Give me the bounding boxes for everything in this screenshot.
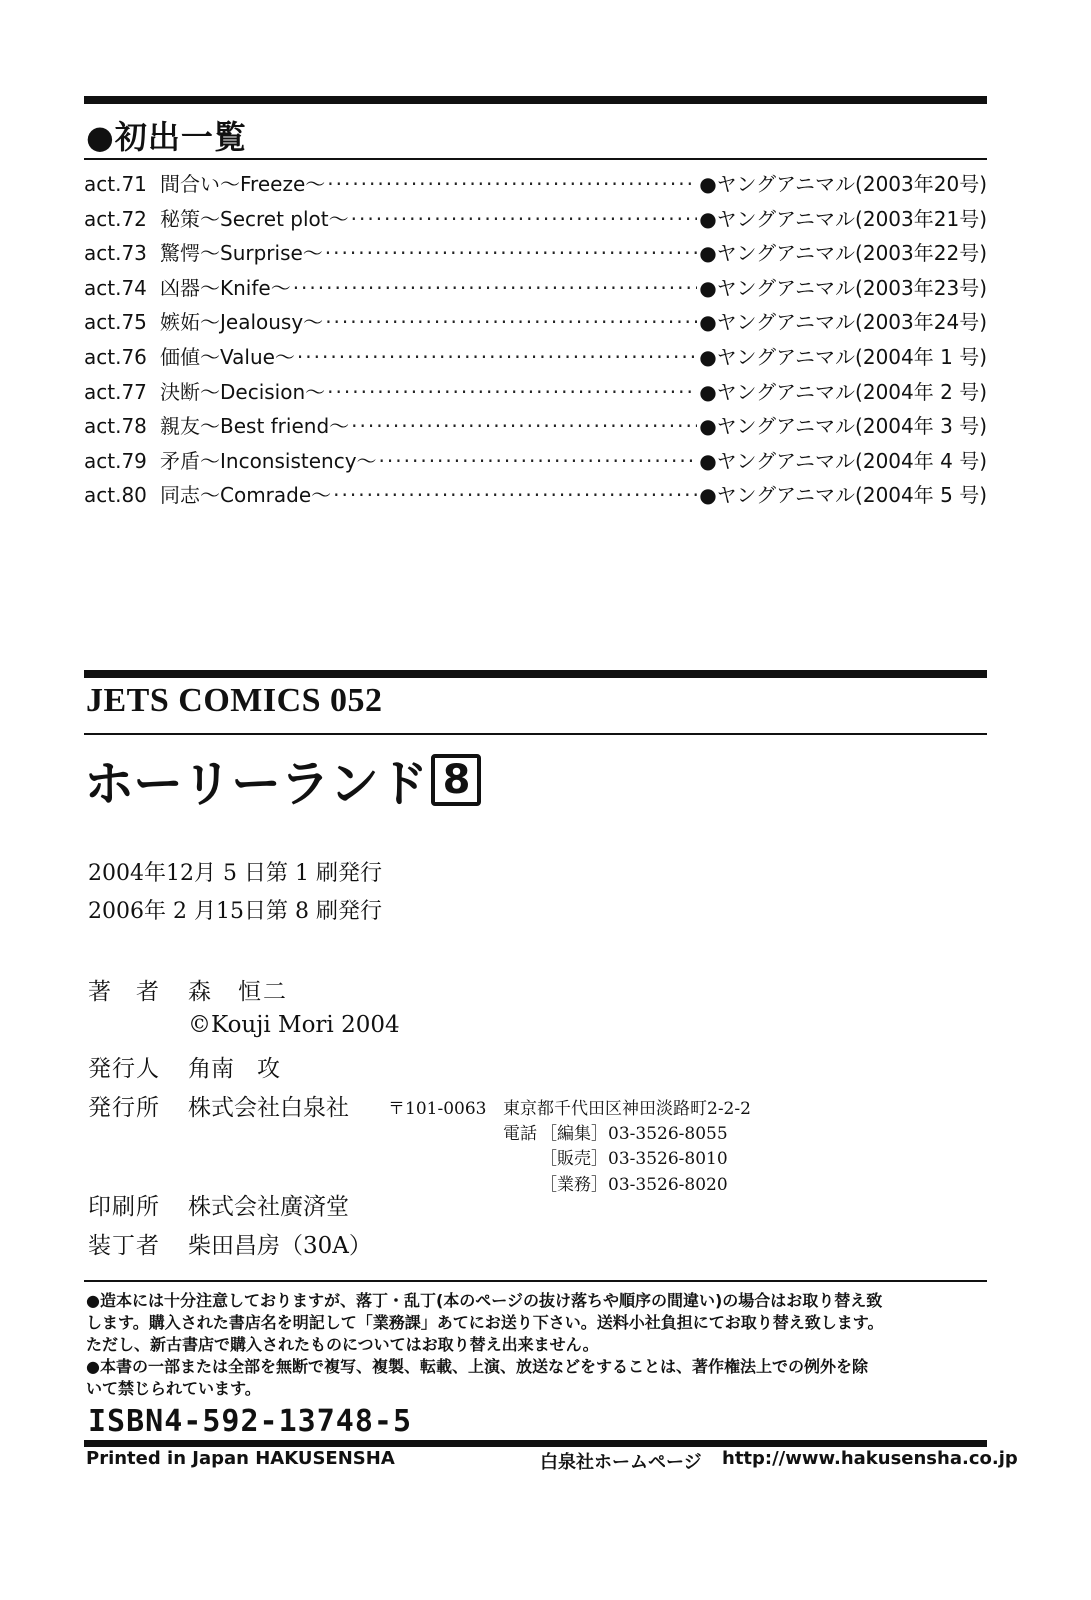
leader-dots [297, 345, 697, 369]
leader-dots [293, 276, 697, 300]
list-item [84, 306, 987, 341]
act-number: act.76 [84, 344, 147, 369]
publisher-name: 株式会社白泉社 [188, 1095, 349, 1121]
act-number: act.75 [84, 310, 147, 335]
act-title: 決断〜Decision〜 [160, 379, 326, 404]
act-source: ●ヤングアニマル(2004年 1 号) [699, 344, 987, 369]
designer-label: 装丁者 [88, 1233, 160, 1259]
act-title: 価値〜Value〜 [160, 344, 295, 369]
author-label: 著 者 [88, 979, 160, 1005]
act-title: 秘策〜Secret plot〜 [160, 206, 349, 231]
notes-rule [84, 1280, 987, 1282]
print-date-latest: 2006年 2 月15日第 8 刷発行 [88, 899, 382, 924]
publisher-label: 発行所 [88, 1095, 160, 1121]
series-rule [84, 733, 987, 735]
phone-editorial: ［編集］03-3526-8055 [540, 1124, 728, 1144]
list-item [84, 410, 987, 445]
act-source: ●ヤングアニマル(2004年 2 号) [699, 379, 987, 404]
leader-dots [325, 241, 697, 265]
list-item [84, 479, 987, 514]
author-name: 森 恒二 [188, 979, 288, 1005]
series-label: JETS COMICS 052 [86, 682, 383, 719]
act-title: 親友〜Best friend〜 [160, 414, 350, 439]
homepage-label: 白泉社ホームページ [540, 1452, 702, 1473]
act-source: ●ヤングアニマル(2003年24号) [699, 310, 987, 335]
legal-notes [86, 1290, 991, 1400]
leader-dots [379, 449, 698, 473]
act-title: 凶器〜Knife〜 [160, 275, 291, 300]
leader-dots [327, 172, 697, 196]
list-item [84, 168, 987, 203]
leader-dots [327, 380, 697, 404]
leader-dots [333, 483, 697, 507]
act-number: act.80 [84, 483, 147, 508]
act-title: 矛盾〜Inconsistency〜 [160, 448, 377, 473]
act-title: 驚愕〜Surprise〜 [160, 241, 323, 266]
act-title: 嫉妬〜Jealousy〜 [160, 310, 324, 335]
act-number: act.79 [84, 448, 147, 473]
heading-rule [84, 158, 987, 160]
designer-name: 柴田昌房（30A） [188, 1233, 372, 1259]
first-appearance-heading: ●初出一覧 [86, 118, 247, 156]
isbn-code: ISBN4-592-13748-5 [88, 1404, 413, 1439]
postal-code: 〒101-0063 [388, 1099, 487, 1119]
note-line: ●造本には十分注意しておりますが、落丁・乱丁(本のページの抜け落ちや順序の間違い)の場合はお取り替え致 [86, 1291, 883, 1310]
note-line: ●本書の一部または全部を無断で複写、複製、転載、上演、放送などをすることは、著作権法上での例外を除 [86, 1357, 868, 1376]
act-source: ●ヤングアニマル(2003年20号) [699, 172, 987, 196]
publisher-person-label: 発行人 [88, 1056, 160, 1082]
top-rule [84, 96, 987, 104]
list-item [84, 237, 987, 272]
homepage-url[interactable]: http://www.hakusensha.co.jp [722, 1448, 1018, 1469]
list-item [84, 341, 987, 376]
act-number: act.71 [84, 172, 147, 196]
printer-label: 印刷所 [88, 1194, 160, 1220]
act-source: ●ヤングアニマル(2003年23号) [699, 275, 987, 300]
phone-sales: ［販売］03-3526-8010 [540, 1149, 728, 1169]
phone-business: ［業務］03-3526-8020 [540, 1175, 728, 1195]
act-number: act.78 [84, 414, 147, 439]
note-line: します。購入された書店名を明記して「業務課」あてにお送り下さい。送料小社負担にてお取り替え致します。 [86, 1313, 884, 1332]
book-title [84, 744, 481, 816]
printed-in-label: Printed in Japan HAKUSENSHA [86, 1448, 395, 1469]
note-line: ただし、新古書店で購入されたものについてはお取り替え出来ません。 [86, 1335, 599, 1354]
list-item [84, 272, 987, 307]
publisher-address: 東京都千代田区神田淡路町2-2-2 [503, 1099, 751, 1119]
act-number: act.74 [84, 275, 147, 300]
act-number: act.72 [84, 206, 147, 231]
footer-rule [84, 1440, 987, 1447]
list-item [84, 203, 987, 238]
act-source: ●ヤングアニマル(2003年21号) [699, 206, 987, 231]
act-number: act.73 [84, 241, 147, 266]
note-line: いて禁じられています。 [86, 1379, 261, 1398]
print-date-first: 2004年12月 5 日第 1 刷発行 [88, 861, 382, 886]
act-source: ●ヤングアニマル(2003年22号) [699, 241, 987, 266]
book-title-text: ホーリーランド [84, 755, 427, 813]
copyright-notice: ©Kouji Mori 2004 [188, 1012, 400, 1038]
act-title: 同志〜Comrade〜 [160, 483, 332, 508]
list-item [84, 376, 987, 411]
phone-label: 電話 [503, 1124, 537, 1144]
act-source: ●ヤングアニマル(2004年 4 号) [699, 448, 987, 473]
first-appearance-list [84, 168, 987, 514]
list-item [84, 445, 987, 480]
publisher-person: 角南 攻 [188, 1056, 280, 1082]
printer-name: 株式会社廣済堂 [188, 1194, 349, 1220]
leader-dots [351, 414, 697, 438]
act-number: act.77 [84, 379, 147, 404]
colophon-top-rule [84, 670, 987, 678]
leader-dots [325, 310, 697, 334]
act-source: ●ヤングアニマル(2004年 5 号) [699, 483, 987, 508]
leader-dots [351, 207, 698, 231]
volume-number: 8 [431, 754, 481, 806]
act-title: 間合い〜Freeze〜 [160, 172, 326, 196]
act-source: ●ヤングアニマル(2004年 3 号) [699, 414, 987, 439]
